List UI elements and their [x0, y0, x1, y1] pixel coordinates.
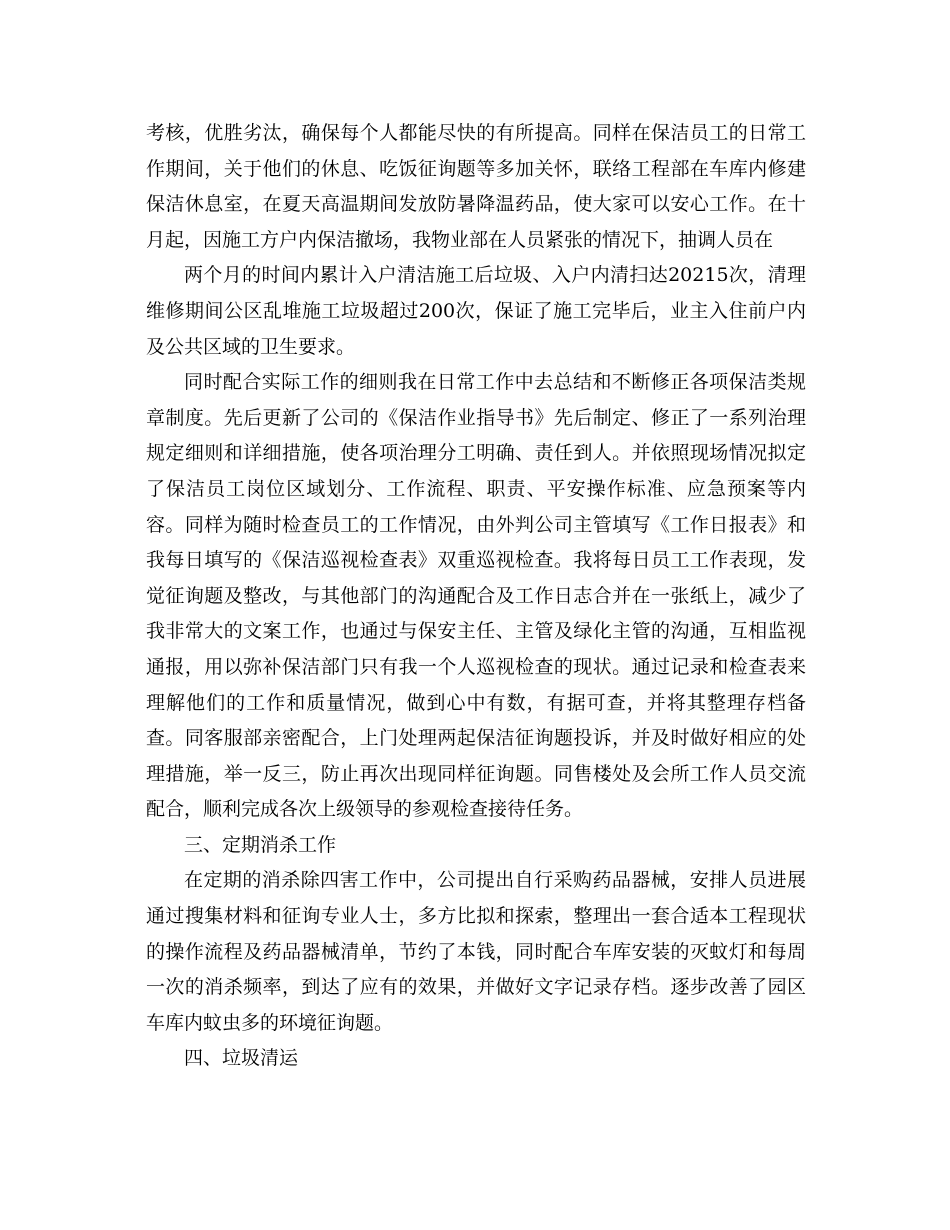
document-page: [146, 116, 806, 1077]
section-heading-4: 四、垃圾清运: [184, 1047, 299, 1070]
section-heading-3: 三、定期消杀工作: [184, 833, 337, 856]
paragraph-3: 同时配合实际工作的细则我在日常工作中去总结和不断修正各项保洁类规章制度。先后更新了公司的《保洁作业指导书》先后制定、修正了一系列治理规定细则和详细措施，使各项治理分工明确、责任到人。并依照现场情况拟定了保洁员工岗位区域划分、工作流程、职责、平安操作标准、应急预案等内容。同样为随时检查员工的工作情况，由外判公司主管填写《工作日报表》和我每日填写的《保洁巡视检查表》双重巡视检查。我将每日员工工作表现，发觉征询题及整改，与其他部门的沟通配合及工作日志合并在一张纸上，减少了我非常大的文案工作，也通过与保安主任、主管及绿化主管的沟通，互相监视通报，用以弥补保洁部门只有我一个人巡视检查的现状。通过记录和检查表来理解他们的工作和质量情况，做到心中有数，有据可查，并将其整理存档备查。同客服部亲密配合，上门处理两起保洁征询题投诉，并及时做好相应的处理措施，举一反三，防止再次出现同样征询题。同售楼处及会所工作人员交流配合，顺利完成各次上级领导的参观检查接待任务。: [146, 371, 806, 821]
paragraph-2: 两个月的时间内累计入户清洁施工后垃圾、入户内清扫达20215次，清理维修期间公区乱堆施工垃圾超过200次，保证了施工完毕后，业主入住前户内及公共区域的卫生要求。: [146, 264, 806, 358]
paragraph-4: 在定期的消杀除四害工作中，公司提出自行采购药品器械，安排人员进展通过搜集材料和征询专业人士，多方比拟和探索，整理出一套合适本工程现状的操作流程及药品器械清单，节约了本钱，同时配合车库安装的灭蚊灯和每周一次的消杀频率，到达了应有的效果，并做好文字记录存档。逐步改善了园区车库内蚊虫多的环境征询题。: [146, 869, 806, 1034]
paragraph-1: 考核，优胜劣汰，确保每个人都能尽快的有所提高。同样在保洁员工的日常工作期间，关于他们的休息、吃饭征询题等多加关怀，联络工程部在车库内修建保洁休息室，在夏天高温期间发放防暑降温药品，使大家可以安心工作。在十月起，因施工方户内保洁撤场，我物业部在人员紧张的情况下，抽调人员在: [146, 122, 806, 251]
